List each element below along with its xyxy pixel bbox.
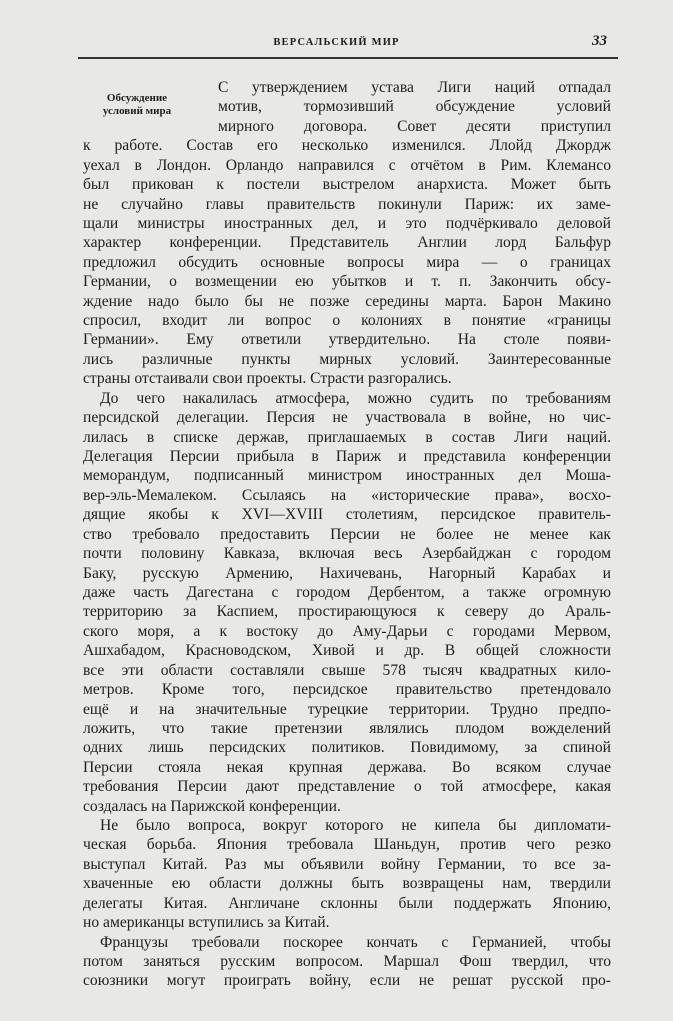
text-line: ложить, что такие претензии являлись плодом вожделений: [83, 719, 611, 737]
text-line: С утверждением устава Лиги наций отпадал: [218, 79, 611, 96]
text-line: даже часть Дагестана с городом Дербентом, а также огромную: [83, 583, 611, 601]
header-rule: [78, 57, 618, 59]
text-line: лилась в списке держав, приглашаемых в состав Лиги наций.: [83, 428, 611, 446]
text-line: Не было вопроса, вокруг которого не кипела бы дипломати-: [100, 817, 611, 835]
page-number: 33: [592, 33, 607, 49]
text-line: создалась на Парижской конференции.: [83, 797, 341, 815]
text-line: дящие якобы к XVI—XVIII столетиям, персидское правитель-: [83, 506, 611, 524]
text-line: персидской делегации. Персия не участвовала в войне, но чис-: [83, 409, 611, 427]
text-line: выступал Китай. Раз мы объявили войну Германии, то все за-: [83, 855, 611, 873]
text-line: Ашхабадом, Красноводском, Хивой и др. В общей сложности: [83, 642, 611, 660]
text-line: ещё и на значительные турецкие территории. Трудно предпо-: [83, 700, 611, 718]
text-line: был прикован к постели выстрелом анархиста. Может быть: [83, 176, 611, 194]
text-line: меморандум, подписанный министром иностранных дел Моша-: [83, 467, 611, 485]
margin-note-line: Обсуждение: [106, 92, 168, 104]
text-line: но американцы вступились за Китай.: [83, 914, 330, 932]
text-line: ство требовало предоставить Персии не более не менее как: [83, 525, 611, 543]
text-line: Германии». Ему ответили утвердительно. На столе появи-: [83, 331, 611, 349]
running-title: ВЕРСАЛЬСКИЙ МИР: [273, 37, 400, 48]
text-line: уехал в Лондон. Орландо направился с отчётом в Рим. Клемансо: [83, 156, 611, 174]
text-line: предложил обсудить основные вопросы мира — о границах: [83, 253, 611, 271]
text-line: метров. Кроме того, персидское правительство претендовало: [83, 681, 611, 699]
text-line: Делегация Персии прибыла в Париж и представила конференции: [83, 448, 611, 466]
text-line: лись различные пункты мирных условий. Заинтересованные: [83, 350, 611, 368]
margin-note-line: условий мира: [102, 105, 172, 117]
text-line: спросил, входит ли вопрос о колониях в понятие «границы: [83, 312, 611, 330]
text-line: почти половину Кавказа, включая весь Азербайджан с городом: [83, 545, 611, 563]
text-line: все эти области составляли свыше 578 тысяч квадратных кило-: [83, 661, 611, 679]
text-line: щали министры иностранных дел, и это подчёркивало деловой: [83, 214, 611, 232]
text-line: вер-эль-Мемалеком. Ссылаясь на «исторические права», восхо-: [83, 486, 611, 504]
text-line: характер конференции. Представитель Англии лорд Бальфур: [83, 234, 611, 252]
text-line: Германии, о возмещении ею убытков и т. п. Закончить обсу-: [83, 273, 611, 291]
text-line: ческая борьба. Япония требовала Шаньдун, против чего резко: [83, 836, 611, 854]
text-line: Французы требовали поскорее кончать с Германией, чтобы: [100, 933, 611, 951]
text-line: мирного договора. Совет десяти приступил: [218, 117, 611, 135]
text-line: к работе. Состав его несколько изменился. Ллойд Джордж: [83, 137, 611, 155]
text-line: потом заняться русским вопросом. Маршал Фош твердил, что: [83, 952, 611, 970]
body-text: [83, 78, 611, 991]
text-line: хваченные ею области должны быть возвращены нам, твердили: [83, 875, 611, 893]
text-line: требования Персии дают представление о той атмосфере, какая: [83, 778, 611, 796]
text-line: территорию за Каспием, простирающуюся к северу до Араль-: [83, 603, 611, 621]
text-line: делегаты Китая. Англичане склонны были поддержать Японию,: [83, 894, 611, 912]
text-line: До чего накалилась атмосфера, можно судить по требованиям: [100, 389, 611, 407]
text-line: мотив, тормозивший обсуждение условий: [218, 98, 611, 116]
text-line: Персии стояла некая крупная держава. Во всяком случае: [83, 758, 611, 776]
text-line: страны отстаивали свои проекты. Страсти разгорались.: [83, 370, 452, 388]
text-line: союзники могут проиграть войну, если не решат русской про-: [83, 972, 611, 990]
text-line: ского моря, а к востоку до Аму-Дарьи с городами Мервом,: [83, 622, 611, 640]
text-line: одних лишь персидских политиков. Повидимому, за спиной: [83, 739, 611, 757]
text-line: ждение надо было бы не позже середины марта. Барон Макино: [83, 292, 611, 310]
text-line: не случайно главы правительств покинули Париж: их заме-: [83, 195, 611, 213]
text-line: Баку, русскую Армению, Нахичевань, Нагорный Карабах и: [83, 564, 611, 582]
